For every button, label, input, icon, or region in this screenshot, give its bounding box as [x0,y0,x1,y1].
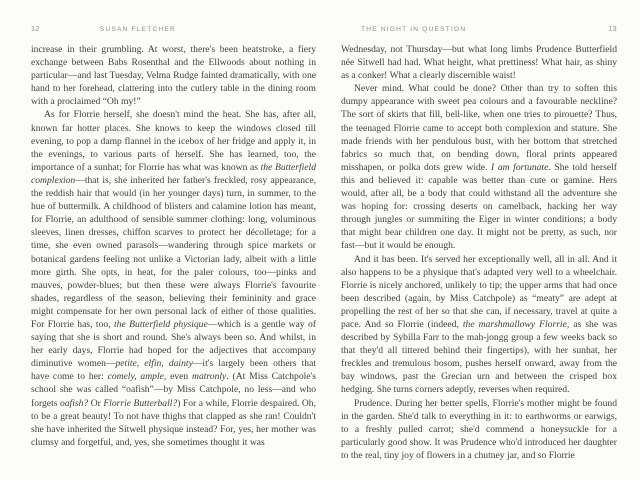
running-header-left [31,24,316,33]
paragraph [31,108,316,448]
italic-text-run: oafish? [59,397,89,409]
page-number-left: 12 [31,24,40,33]
right-page [320,0,640,480]
paragraph [341,253,617,397]
paragraph [341,43,617,82]
italic-text-run: I am fortunate. [491,161,551,173]
italic-text-run: comely, ample, [107,371,167,383]
italic-text-run: matronly [192,371,227,383]
paragraph [341,397,617,462]
text-run: Never mind. What could be done? Other than try to soften this dumpy appearance with sweet pea colours and a favourable neckline? The sort of skirts that fill, bell-like, when one tries to pirouette? Thus, the teenaged Florrie came to accept both complexion and stature. She made friends with her pendulous bust, with her bottom that stretched fabrics so much that, on bending down, floral prints appeared misshapen, or polka dots grew wide. [341,83,617,173]
italic-text-run: petite, elfin, dainty [115,358,193,370]
text-run: —that is, she inherited her father's freckled, rosy appearance, the reddish hair that would (in her younger days) turn, in summer, to the hue of buttermilk. A childhood of blisters and calamine lotion has meant, for Florrie, an adulthood of sensible summer clothing: long, voluminous sleeves, linen dresses, chiffon scarves to protect her décolletage; for a time, she even owned parasols—wandering through spice markets or botanical gardens feeling not unlike a Victorian lady, albeit with a little more girth. She opts, in heat, for the paler colours, too—pinks and mauves, powder-blues; but then these were always Florrie's favourite shades, regardless of the season, believing their femininity and grace might compensate for her own personal lack of either of those qualities. For Florrie has, too, [31,174,316,330]
text-run: —which is a gentle way of saying that she is short and round. She's always been so. And whilst, in her early days, Florrie had hoped for the adjectives that accompany diminutive women— [31,318,316,370]
text-run: Or [88,397,104,409]
text-run: even [166,371,193,383]
page-number-right: 13 [608,24,617,33]
text-run: And it has been. It's served her exceptionally well, all in all. And it also happens to be a physique that's adapted very well to a wheelchair. Florrie is nicely anchored, unlikely to tip; the upper arms that had once been described (again, by Miss Catchpole) as “meaty” are adept at propelling the rest of her so that she can, if necessary, travel at quite a pace. And so Florrie (indeed, [341,253,617,330]
text-run: ) For a while, Florrie despaired. Oh, to be a great beauty! To not have thighs that clapped as she ran! Couldn't she have inherited the Sitwell physique instead? For, yes, her mother was clumsy and forgetful, and, yes, she sometimes thought it was [31,397,316,448]
running-title-right: THE NIGHT IN QUESTION [361,26,467,33]
text-run: Prudence. During her better spells, Florrie's mother might be found in the garden. She'd talk to everything in it: to earthworms or earwigs, to a freshly pulled carrot; she'd commend a honeysuckle for a particularly good show. It was Prudence who'd introduced her daughter to the real, tiny joy of flowers in a chutney jar, and so Florrie [341,397,617,461]
italic-text-run: Florrie Butterball? [103,397,178,409]
left-page-text [31,43,316,449]
text-run: —it's largely been others that have come to her: [31,358,316,383]
italic-text-run: the marshmallowy Florrie [462,318,567,330]
paragraph [31,43,316,108]
text-run: Wednesday, not Thursday—but what long limbs Prudence Butterfield née Sitwell had had. What height, what prettiness! What hair, as shiny as a conker! What a clearly discernible waist! [341,44,617,82]
text-run: . (At Miss Catchpole's school she was called “oafish”—by Miss Catchpole, no less—and who forgets [31,371,317,409]
italic-text-run: the Butterfield physique [114,318,208,330]
right-page-text [341,43,617,462]
paragraph [341,82,617,252]
running-header-right [341,24,617,33]
text-run: , as she was described by Sybilla Farr to the mah-jongg group a few weeks back so that they'd all tittered behind their fingertips), with her sunhat, her freckles and tremulous bosom, pushes herself onward, away from the bay windows, past the Grecian urn and between the crisped box hedging. She turns corners adeptly, reverses when required. [341,318,618,396]
text-run: As for Florrie herself, she doesn't mind the heat. She has, after all, known far hotter places. She knows to keep the windows closed till evening, to pop a damp flannel in the icebox of her fridge and apply it, in the evenings, to various parts of herself. She has learned, too, the importance of a sunhat; for Florrie has what was known as [31,109,316,173]
text-run: increase in their grumbling. At worst, there's been heatstroke, a fiery exchange between Babs Rosenthal and the Ellwoods about nothing in particular—and last Tuesday, Velma Rudge fainted dramatically, with one hand to her forehead, clattering into the cutlery table in the dining room with a proclaimed “Oh my!” [31,44,316,108]
running-title-left: SUSAN FLETCHER [99,26,176,33]
italic-text-run: the Butterfield complexion [31,161,316,186]
text-run: She told herself this and believed it: capable was better than cute or gamine. Hers would, after all, be a body that could withstand all the adventure she was hoping for: crossing deserts on camelback, hacking her way through jungles or summiting the Eiger in winter conditions; a body that might bear children one day. It might not be pretty, as such, nor fast—but it would be enough. [341,161,617,252]
